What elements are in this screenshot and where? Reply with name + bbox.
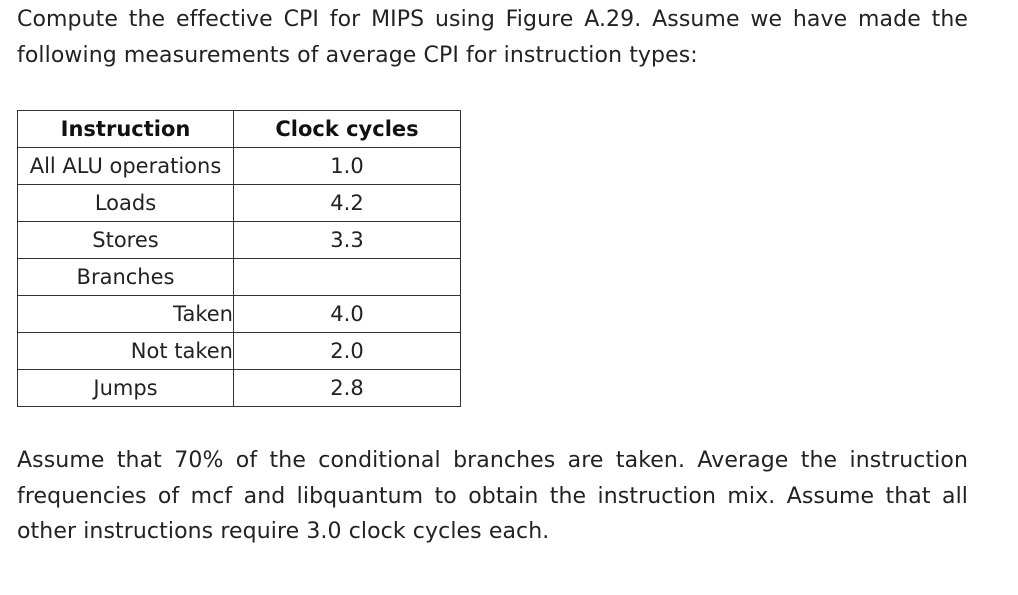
cycles-cell: 2.8 (234, 370, 461, 407)
cycles-cell: 2.0 (234, 333, 461, 370)
instruction-cell: Not taken (18, 333, 234, 370)
instruction-cell: Taken (18, 296, 234, 333)
table-row (18, 185, 461, 222)
table-row (18, 148, 461, 185)
table-header-row (18, 111, 461, 148)
instruction-cell: Jumps (18, 370, 234, 407)
column-header-clock-cycles: Clock cycles (234, 111, 461, 148)
table-row (18, 370, 461, 407)
cpi-table (17, 110, 461, 407)
table-row (18, 222, 461, 259)
table-row (18, 259, 461, 296)
cycles-cell: 4.2 (234, 185, 461, 222)
instruction-cell: All ALU operations (18, 148, 234, 185)
cycles-cell: 3.3 (234, 222, 461, 259)
outro-paragraph: Assume that 70% of the conditional branches are taken. Average the instruction frequencies of mcf and libquantum to obtain the instruction mix. Assume that all other instructions require 3.0 clock cycles each. (17, 448, 968, 544)
cycles-cell: 4.0 (234, 296, 461, 333)
cycles-cell: 1.0 (234, 148, 461, 185)
column-header-instruction: Instruction (18, 111, 234, 148)
table-row (18, 296, 461, 333)
cycles-cell (234, 259, 461, 296)
intro-paragraph: Compute the effective CPI for MIPS using Figure A.29. Assume we have made the following measurements of average CPI for instruction types: (17, 7, 968, 68)
instruction-cell: Stores (18, 222, 234, 259)
instruction-cell: Loads (18, 185, 234, 222)
table-row (18, 333, 461, 370)
instruction-cell: Branches (18, 259, 234, 296)
